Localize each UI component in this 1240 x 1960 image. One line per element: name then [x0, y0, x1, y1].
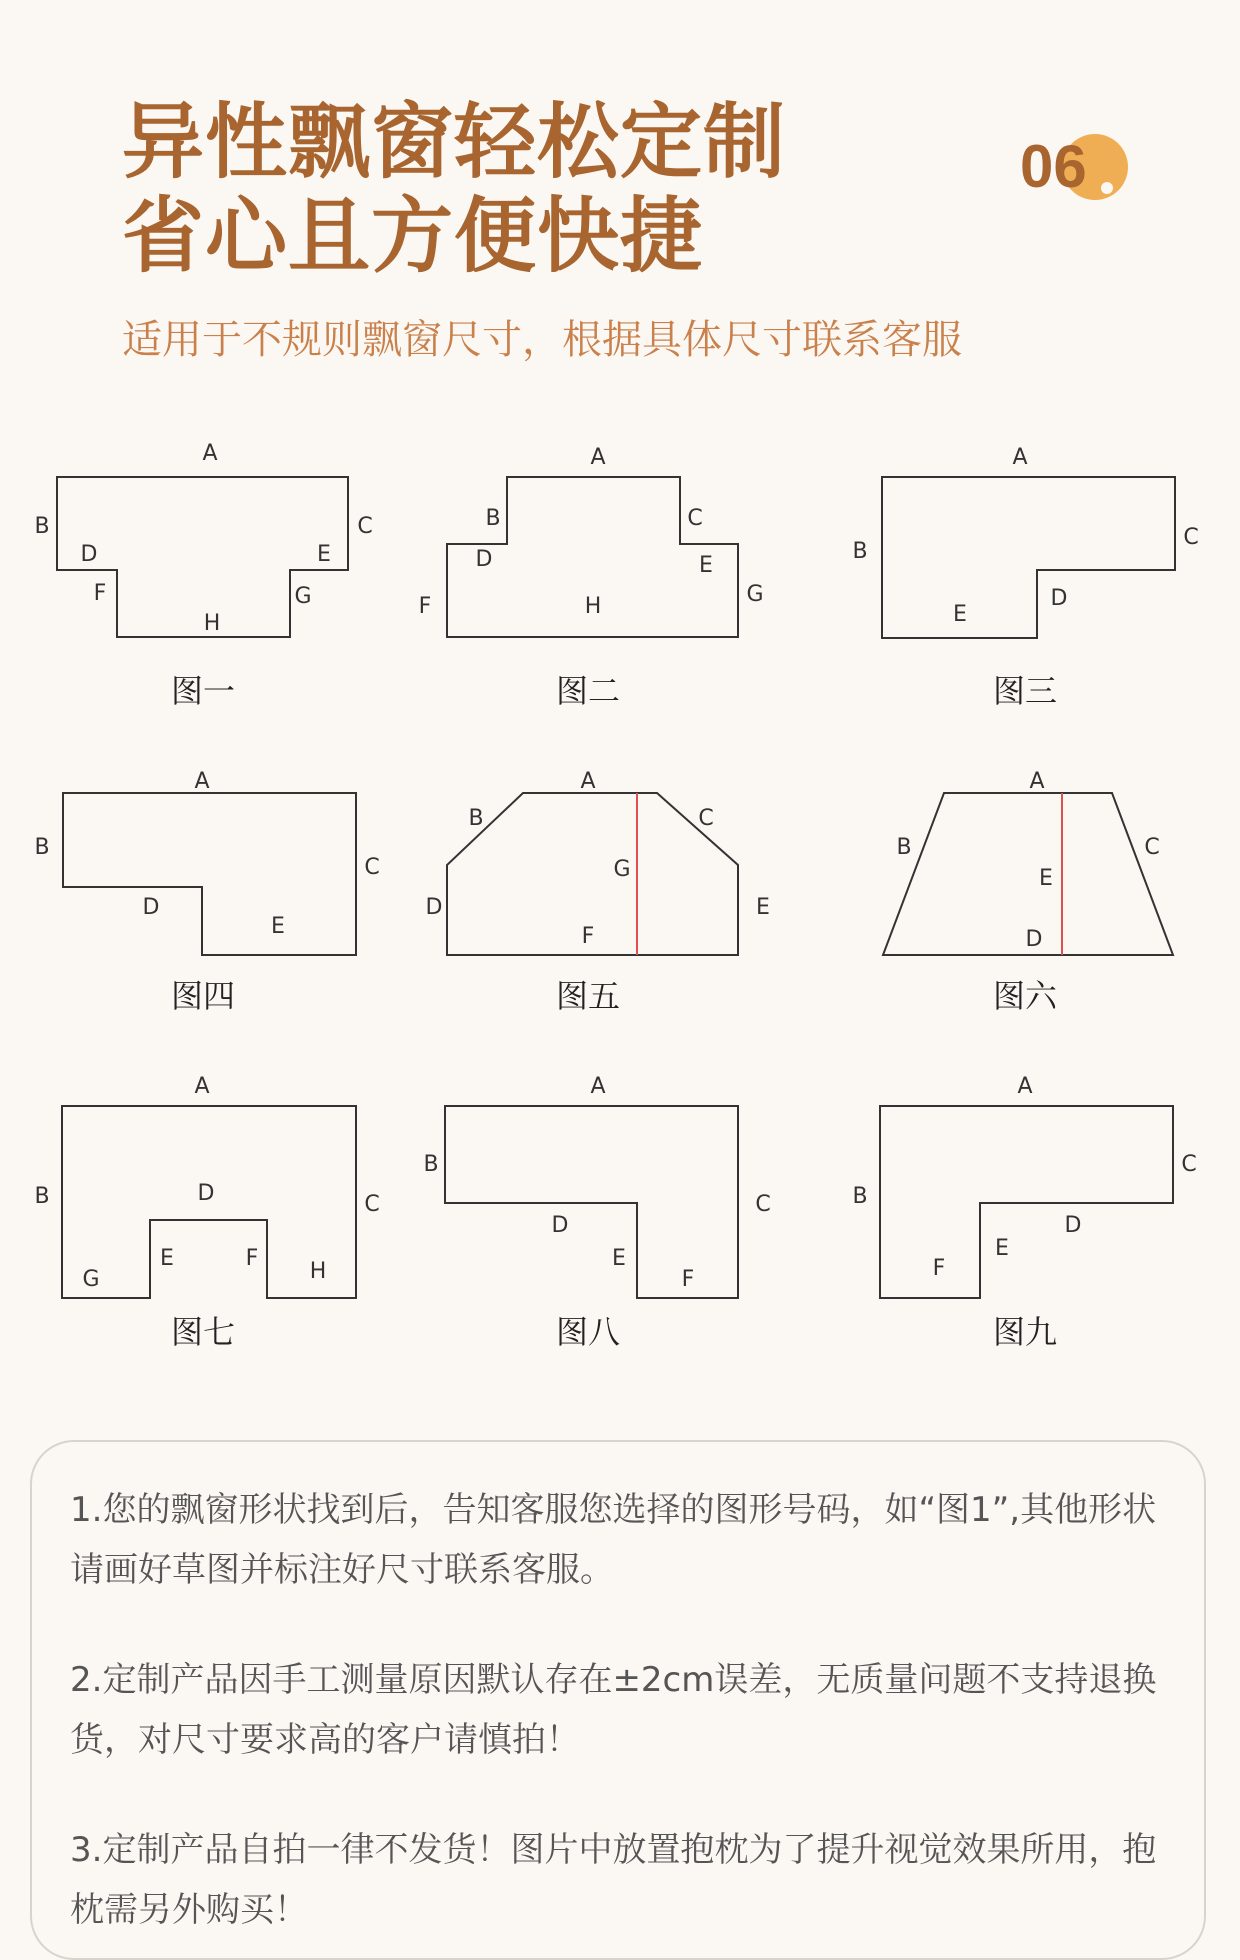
- diagram-6-caption: 图六: [992, 977, 1058, 1015]
- diagram-1-caption: 图一: [170, 672, 236, 710]
- section-number-badge: [1020, 128, 1130, 208]
- d1-label-g: G: [294, 584, 312, 609]
- d7-label-e: E: [160, 1246, 174, 1271]
- d4-label-d: D: [142, 895, 160, 920]
- d8-label-a: A: [590, 1074, 606, 1099]
- d9-label-a: A: [1017, 1074, 1033, 1099]
- d2-label-h: H: [584, 594, 602, 619]
- d4-label-c: C: [364, 855, 380, 880]
- d4-label-b: B: [34, 835, 50, 860]
- d3-label-c: C: [1183, 525, 1199, 550]
- d8-label-c: C: [755, 1192, 771, 1217]
- subtitle: 适用于不规则飘窗尺寸，根据具体尺寸联系客服: [122, 317, 962, 363]
- d2-label-e: E: [699, 553, 713, 578]
- diagram-4-shape: [63, 793, 356, 955]
- headline: [122, 96, 786, 284]
- d7-label-c: C: [364, 1192, 380, 1217]
- d9-label-f: F: [932, 1256, 946, 1281]
- d6-label-c: C: [1144, 835, 1160, 860]
- d7-label-d: D: [197, 1181, 215, 1206]
- d8-label-d: D: [551, 1213, 569, 1238]
- d2-label-a: A: [590, 445, 606, 470]
- note-3: 3.定制产品自拍一律不发货！图片中放置抱枕为了提升视觉效果所用，抱枕需另外购买！: [70, 1830, 1157, 1930]
- d9-label-b: B: [852, 1184, 868, 1209]
- badge-number: 06: [1020, 133, 1087, 200]
- diagram-3-shape: [882, 477, 1175, 638]
- diagram-2-caption: 图二: [555, 672, 621, 710]
- d7-label-a: A: [194, 1074, 210, 1099]
- d5-label-c: C: [698, 806, 714, 831]
- d2-label-d: D: [475, 547, 493, 572]
- note-2: 2.定制产品因手工测量原因默认存在±2cm误差，无质量问题不支持退换货，对尺寸要求高的客户请慎拍！: [70, 1660, 1157, 1760]
- badge-dot: [1101, 182, 1113, 194]
- d3-label-e: E: [953, 602, 967, 627]
- d4-label-e: E: [271, 914, 285, 939]
- d8-label-e: E: [612, 1246, 626, 1271]
- d2-label-f: F: [418, 594, 432, 619]
- d5-label-f: F: [581, 924, 595, 949]
- bay-window-shape-diagrams: [0, 420, 1240, 1370]
- d1-label-e: E: [317, 542, 331, 567]
- d3-label-b: B: [852, 539, 868, 564]
- diagram-4-caption: 图四: [170, 977, 236, 1015]
- d9-label-e: E: [995, 1236, 1009, 1261]
- d9-label-d: D: [1064, 1213, 1082, 1238]
- d8-label-b: B: [423, 1152, 439, 1177]
- diagram-9-caption: 图九: [992, 1313, 1058, 1351]
- note-1: 1.您的飘窗形状找到后，告知客服您选择的图形号码，如“图1”,其他形状请画好草图并标注好尺寸联系客服。: [70, 1490, 1157, 1590]
- d2-label-b: B: [485, 506, 501, 531]
- title-line-2: 省心且方便快捷: [122, 189, 704, 284]
- d9-label-c: C: [1181, 1152, 1197, 1177]
- d6-label-a: A: [1029, 769, 1045, 794]
- d7-label-f: F: [245, 1246, 259, 1271]
- d5-label-a: A: [580, 769, 596, 794]
- d5-label-e: E: [756, 895, 770, 920]
- d3-label-d: D: [1050, 586, 1068, 611]
- diagram-8-caption: 图八: [555, 1313, 621, 1351]
- d3-label-a: A: [1012, 445, 1028, 470]
- d5-label-g: G: [613, 857, 631, 882]
- d1-label-b: B: [34, 514, 50, 539]
- d5-label-b: B: [468, 806, 484, 831]
- d4-label-a: A: [194, 769, 210, 794]
- d1-label-h: H: [203, 611, 221, 636]
- diagram-1-shape: [57, 477, 348, 637]
- title-line-1: 异性飘窗轻松定制: [122, 95, 787, 190]
- d6-label-b: B: [896, 835, 912, 860]
- d2-label-c: C: [687, 506, 703, 531]
- d5-label-d: D: [425, 895, 443, 920]
- d7-label-b: B: [34, 1184, 50, 1209]
- d1-label-c: C: [357, 514, 373, 539]
- d6-label-d: D: [1025, 927, 1043, 952]
- d1-label-a: A: [202, 441, 218, 466]
- diagram-5-caption: 图五: [555, 977, 621, 1015]
- notes-box: [30, 1440, 1206, 1960]
- d1-label-d: D: [80, 542, 98, 567]
- diagram-7-caption: 图七: [170, 1313, 236, 1351]
- d6-label-e: E: [1039, 866, 1053, 891]
- diagram-9-shape: [880, 1106, 1173, 1298]
- d2-label-g: G: [746, 582, 764, 607]
- d1-label-f: F: [93, 581, 107, 606]
- diagram-3-caption: 图三: [992, 672, 1058, 710]
- d7-label-g: G: [82, 1267, 100, 1292]
- d8-label-f: F: [681, 1267, 695, 1292]
- d7-label-h: H: [309, 1259, 327, 1284]
